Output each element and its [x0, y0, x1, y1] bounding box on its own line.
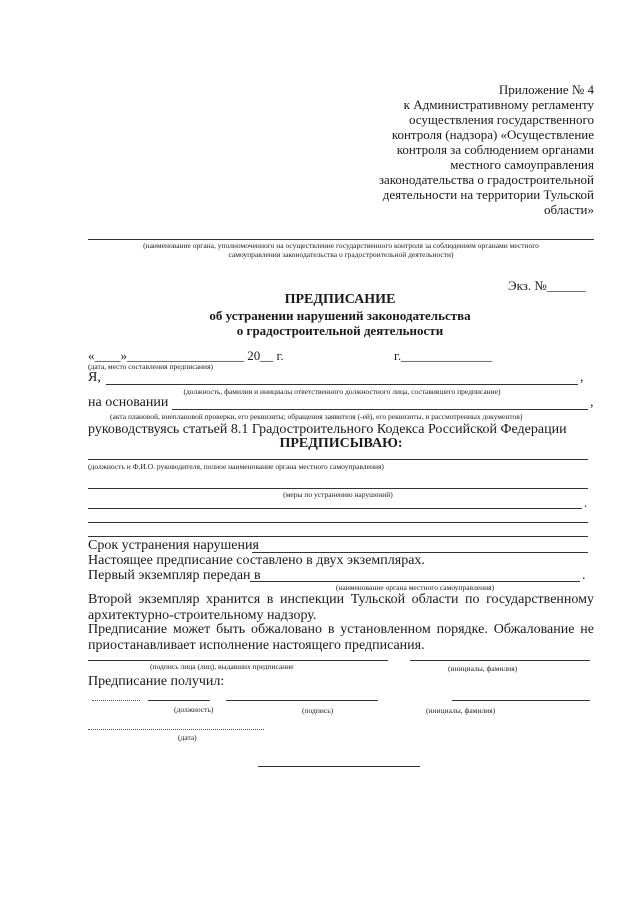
- first-copy-dot: .: [582, 568, 586, 583]
- issuer-name-caption: (инициалы, фамилия): [448, 664, 518, 673]
- appendix-line: области»: [544, 202, 594, 217]
- appendix-line: местного самоуправления: [450, 157, 594, 172]
- receiver-position-line: [92, 700, 140, 701]
- appendix-line: к Административному регламенту: [403, 97, 594, 112]
- measures-line-2: [88, 508, 582, 509]
- title-main: ПРЕДПИСАНИЕ: [284, 292, 396, 307]
- receiver-signature-line: [226, 700, 378, 701]
- first-copy-caption: (наименование органа местного самоуправления): [335, 583, 495, 592]
- first-copy-underline: [250, 581, 580, 582]
- two-copies-text: Настоящее предписание составлено в двух экземплярах.: [88, 553, 425, 568]
- received-label: Предписание получил:: [88, 674, 225, 689]
- org-caption: (наименование органа, уполномоченного на осуществление государственного контроля за соблюдением органами местного самоуправления законодательства о градостроительной деятельности): [143, 241, 539, 259]
- document-title: [120, 292, 560, 338]
- issuer-signature-caption: (подпись лица (лиц), выдавших предписание: [150, 662, 294, 671]
- second-copy-text: Второй экземпляр хранится в инспекции Тульской области по государственному архитектурно-строительному надзору.: [88, 592, 594, 623]
- basis-underline: [172, 409, 588, 410]
- receiver-signature-caption: (подпись): [302, 706, 334, 715]
- head-underline: [88, 459, 588, 460]
- appendix-line: Приложение № 4: [498, 82, 594, 97]
- appendix-line: законодательства о градостроительной: [378, 172, 594, 187]
- basis-comma: ,: [590, 395, 594, 410]
- issuer-name-line: [410, 660, 590, 661]
- basis-label: на основании: [88, 395, 169, 410]
- appendix-block: [340, 82, 594, 217]
- i-caption: (должность, фамилия и инициалы ответственного должностного лица, составившего предписание): [183, 387, 501, 396]
- receive-date-caption: (дата): [178, 733, 197, 742]
- title-sub1: об устранении нарушений законодательства: [209, 308, 471, 323]
- measures-end-dot: .: [584, 496, 588, 510]
- receive-date-line: [88, 729, 264, 730]
- issuer-signature-line: [88, 660, 388, 661]
- receiver-position-caption: (должность): [174, 705, 214, 714]
- appeal-text: Предписание может быть обжаловано в установленном порядке. Обжалование не приостанавливает исполнение настоящего предписания.: [88, 622, 594, 653]
- city-field: г.______________: [394, 348, 493, 363]
- receiver-position-line-2: [148, 700, 210, 701]
- receiver-name-line: [452, 700, 590, 701]
- date-place-caption: (дата, место составления предписания): [88, 362, 214, 371]
- measures-line-1: [88, 488, 588, 489]
- closing-separator: [258, 766, 420, 767]
- deadline-label: Срок устранения нарушения: [88, 538, 259, 553]
- i-comma: ,: [580, 370, 584, 385]
- appendix-line: контроля за соблюдением органами: [396, 142, 594, 157]
- copy-number: Экз. №______: [508, 278, 586, 293]
- measures-line-3: [88, 522, 588, 523]
- appendix-line: деятельности на территории Тульской: [382, 187, 594, 202]
- title-sub2: о градостроительной деятельности: [236, 323, 444, 338]
- date-field: «____»__________________ 20__ г.: [88, 348, 284, 363]
- first-copy-label: Первый экземпляр передан в: [88, 568, 261, 583]
- org-name-line: [88, 239, 594, 240]
- i-label: Я,: [88, 370, 101, 385]
- head-caption: (должность и Ф.И.О. руководителя, полное наименование органа местного самоуправления): [88, 462, 384, 471]
- measures-caption: (меры по устранению нарушений): [283, 490, 393, 499]
- prescribe-heading: ПРЕДПИСЫВАЮ:: [279, 436, 403, 451]
- appendix-line: контроля (надзора) «Осуществление: [391, 127, 594, 142]
- appendix-line: осуществления государственного: [408, 112, 594, 127]
- i-underline: [106, 384, 578, 385]
- receiver-name-caption: (инициалы, фамилия): [426, 706, 496, 715]
- basis-caption: (акта плановой, внеплановой проверки, его реквизиты; обращения заявителя (-ей), его реквизиты, и рассмотренных документов): [110, 412, 523, 421]
- guided-text: руководствуясь статьей 8.1 Градостроительного Кодекса Российской Федерации: [88, 422, 567, 437]
- measures-line-4: [88, 536, 588, 537]
